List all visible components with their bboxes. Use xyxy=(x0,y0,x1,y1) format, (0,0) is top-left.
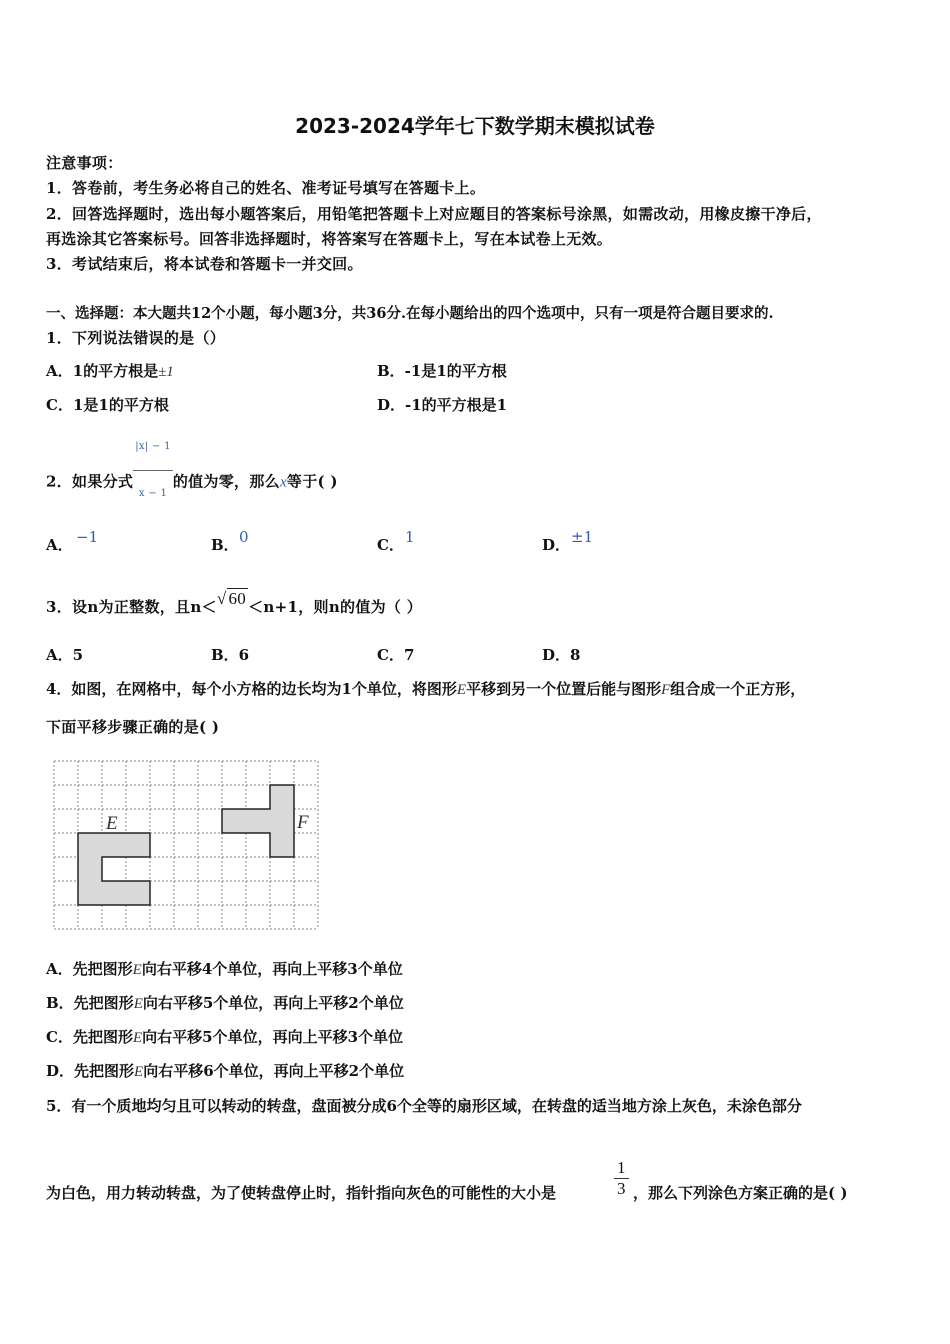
notice-item: 2．回答选择题时，选出每小题答案后，用铅笔把答题卡上对应题目的答案标号涂黑，如需改动，用橡皮擦干净后， xyxy=(46,205,822,223)
q2-fraction-numerator: |x| − 1 xyxy=(133,424,173,471)
question-4-stem-line2: 下面平移步骤正确的是( ) xyxy=(46,718,220,736)
q4-option-a-pre: A．先把图形 xyxy=(46,960,133,978)
notice-item: 再选涂其它答案标号。回答非选择题时，将答案写在答题卡上，写在本试卷上无效。 xyxy=(46,230,613,248)
q4-option-d-pre: D．先把图形 xyxy=(46,1062,135,1080)
q3-option-d: D．8 xyxy=(542,646,581,664)
q2-option-a-label: A． xyxy=(46,536,73,554)
question-5-stem: 5．有一个质地均匀且可以转动的转盘，盘面被分成6个全等的扇形区域，在转盘的适当地方涂上灰色，未涂色部分 xyxy=(46,1097,802,1115)
q2-option-a xyxy=(46,534,73,555)
q4-stem-post: 组合成一个正方形， xyxy=(670,680,806,698)
q5-fraction-numerator: 1 xyxy=(614,1158,629,1179)
q3-option-c: C．7 xyxy=(377,646,415,664)
q4-option-b-post: 向右平移5个单位，再向上平移2个单位 xyxy=(142,994,404,1012)
q1-option-d: D．-1的平方根是1 xyxy=(377,396,508,414)
q2-option-c-label: C． xyxy=(377,536,404,554)
q4-option-d-var: E xyxy=(134,1064,144,1080)
q2-stem-pre: 2．如果分式 xyxy=(46,472,134,491)
q4-option-b-var: E xyxy=(133,996,143,1012)
q3-option-a: A．5 xyxy=(46,646,84,664)
q3-option-b: B．6 xyxy=(211,646,250,664)
q3-radicand: 60 xyxy=(228,589,247,608)
q5-fraction xyxy=(614,1158,629,1199)
question-3-stem xyxy=(46,589,423,617)
q1-option-c: C．1是1的平方根 xyxy=(46,396,169,414)
q4-grid-figure xyxy=(50,757,322,933)
notice-heading: 注意事项： xyxy=(46,154,123,172)
q1-option-a-math: ±1 xyxy=(158,364,174,380)
q1-option-a xyxy=(46,360,174,381)
question-4-stem xyxy=(46,678,805,699)
page-title: 2023-2024学年七下数学期末模拟试卷 xyxy=(295,114,655,138)
q2-option-d-value: ±1 xyxy=(571,528,594,546)
section-heading: 一、选择题：本大题共12个小题，每小题3分，共36分.在每小题给出的四个选项中，只有一项是符合题目要求的. xyxy=(46,305,774,322)
q4-option-c-pre: C．先把图形 xyxy=(46,1028,133,1046)
q2-option-d xyxy=(542,534,570,555)
q4-option-c xyxy=(46,1026,403,1047)
q2-option-c-value: 1 xyxy=(405,528,415,546)
q1-option-a-text: A．1的平方根是 xyxy=(46,362,159,380)
q4-option-a-post: 向右平移4个单位，再向上平移3个单位 xyxy=(141,960,403,978)
notice-item: 1．答卷前，考生务必将自己的姓名、准考证号填写在答题卡上。 xyxy=(46,179,486,197)
q2-fraction xyxy=(133,424,173,517)
label-e: E xyxy=(106,813,118,834)
q4-option-a xyxy=(46,958,403,979)
shape-f xyxy=(222,785,294,857)
q5-fraction-denominator: 3 xyxy=(617,1179,626,1198)
q2-option-c xyxy=(377,534,404,555)
q4-stem-pre: 4．如图，在网格中，每个小方格的边长均为1个单位，将图形 xyxy=(46,680,457,698)
q3-sqrt: √ 60 xyxy=(216,589,247,608)
q2-option-a-value: −1 xyxy=(76,528,99,546)
q4-option-d xyxy=(46,1060,404,1081)
q2-option-b-value: 0 xyxy=(239,528,249,546)
q2-option-b xyxy=(211,534,239,555)
question-5-stem-line2-pre: 为白色，用力转动转盘，为了使转盘停止时，指针指向灰色的可能性的大小是 xyxy=(46,1184,557,1202)
q2-stem-post: 等于( ) xyxy=(286,472,338,491)
shape-e xyxy=(78,833,150,905)
q4-option-c-var: E xyxy=(132,1030,143,1046)
q4-option-a-var: E xyxy=(132,962,142,978)
q2-stem-mid: 的值为零，那么 xyxy=(172,472,280,491)
q2-variable: x xyxy=(279,474,287,491)
q4-var-e: E xyxy=(456,682,467,698)
q3-stem-pre: 3．设n为正整数，且n＜ xyxy=(46,598,217,616)
q1-option-b: B．-1是1的平方根 xyxy=(377,362,507,380)
q4-stem-mid: 平移到另一个位置后能与图形 xyxy=(466,680,662,698)
q2-fraction-denominator: x − 1 xyxy=(138,488,168,499)
question-5-stem-line2-post: ，那么下列涂色方案正确的是( ) xyxy=(633,1184,848,1202)
q4-option-c-post: 向右平移5个单位，再向上平移3个单位 xyxy=(142,1028,404,1046)
q4-var-f: F xyxy=(661,682,671,698)
q2-option-b-label: B． xyxy=(211,536,239,554)
notice-item: 3．考试结束后，将本试卷和答题卡一并交回。 xyxy=(46,255,363,273)
q4-option-d-post: 向右平移6个单位，再向上平移2个单位 xyxy=(143,1062,405,1080)
q2-option-d-label: D． xyxy=(542,536,571,554)
label-f: F xyxy=(297,812,309,833)
q4-option-b-pre: B．先把图形 xyxy=(46,994,134,1012)
question-1-stem: 1．下列说法错误的是（） xyxy=(46,329,226,347)
question-2-stem xyxy=(46,436,338,529)
q4-option-b xyxy=(46,992,404,1013)
q3-stem-post: ＜n+1，则n的值为（ ） xyxy=(248,598,423,616)
